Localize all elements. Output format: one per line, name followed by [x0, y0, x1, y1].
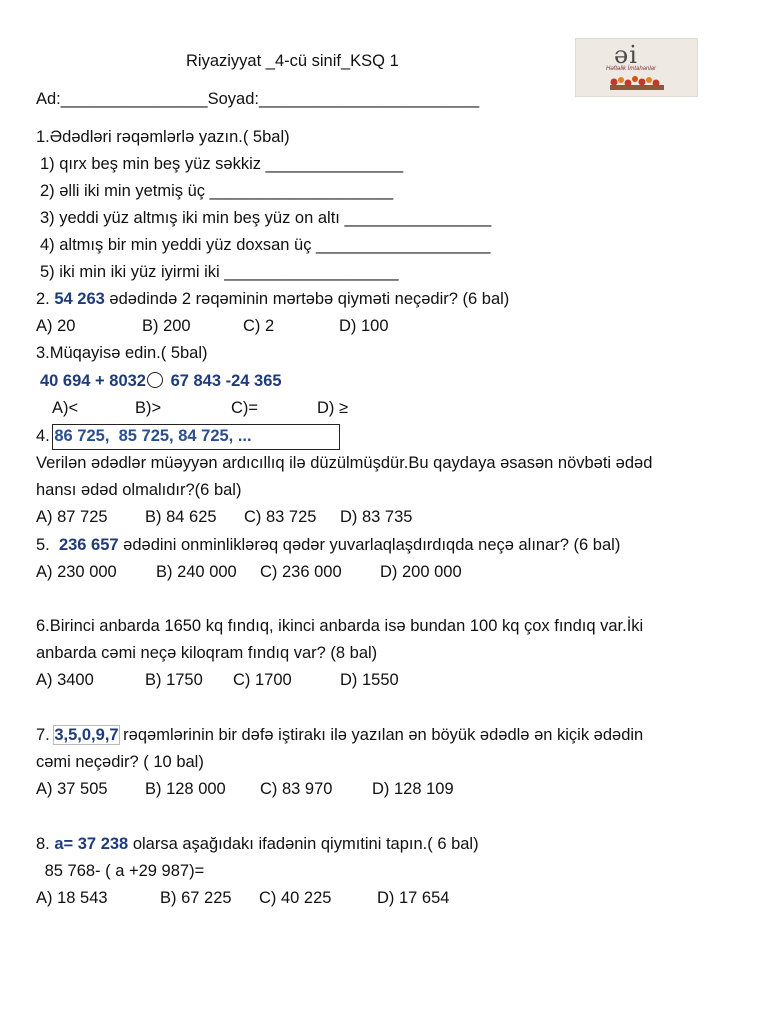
- q3-right-expr: 67 843 -24 365: [165, 372, 282, 390]
- q7-digits: 3,5,0,9,7: [54, 726, 119, 744]
- q4-option-a: A) 87 725: [36, 508, 108, 526]
- q2-option-b: B) 200: [142, 317, 191, 335]
- q8-question: 8. a= 37 238 olarsa aşağıdakı ifadənin qiymıtini tapın.( 6 bal): [36, 835, 479, 853]
- q4-option-c: C) 83 725: [244, 508, 317, 526]
- q1-item-1: 1) qırx beş min beş yüz səkkiz _______________: [40, 155, 404, 173]
- q7-option-b: B) 128 000: [145, 780, 226, 798]
- q2-option-a: A) 20: [36, 317, 76, 335]
- q3-option-d: D) ≥: [317, 399, 349, 417]
- q8-option-d: D) 17 654: [377, 889, 450, 907]
- q4-line-1: Verilən ədədlər müəyyən ardıcıllıq ilə düzülmüşdür.Bu qaydaya əsasən növbəti ədəd: [36, 454, 653, 472]
- q4-sequence: 86 725, 85 725, 84 725, ...: [54, 427, 252, 445]
- q1-item-4: 4) altmış bir min yeddi yüz doxsan üç ___________________: [40, 236, 491, 254]
- q8-option-c: C) 40 225: [259, 889, 332, 907]
- q7-question: 7. 3,5,0,9,7 rəqəmlərinin bir dəfə iştirakı ilə yazılan ən böyük ədədlə ən kiçik ədədin: [36, 726, 644, 744]
- q3-option-c: C)=: [231, 399, 259, 417]
- name-surname-line: Ad:________________Soyad:________________________: [36, 90, 480, 108]
- q6-option-a: A) 3400: [36, 671, 94, 689]
- q6-line-2: anbarda cəmi neçə kiloqram fındıq var? (8 bal): [36, 644, 378, 662]
- q7-option-a: A) 37 505: [36, 780, 108, 798]
- q6-option-b: B) 1750: [145, 671, 203, 689]
- q4-option-b: B) 84 625: [145, 508, 217, 526]
- q3-left-expr: 40 694 + 8032: [40, 372, 146, 390]
- q5-option-a: A) 230 000: [36, 563, 117, 581]
- q5-option-d: D) 200 000: [380, 563, 462, 581]
- page-title: Riyaziyyat _4-cü sinif_KSQ 1: [186, 52, 399, 70]
- q3-title: 3.Müqayisə edin.( 5bal): [36, 344, 208, 362]
- q3-option-a: A)<: [52, 399, 79, 417]
- logo-mark: əi: [614, 41, 638, 69]
- q2-question: 2. 54 263 ədədində 2 rəqəminin mərtəbə qiyməti neçədir? (6 bal): [36, 290, 510, 308]
- q7-line-2: cəmi neçədir? ( 10 bal): [36, 753, 204, 771]
- q4-line-2: hansı ədəd olmalıdır?(6 bal): [36, 481, 242, 499]
- q7-option-c: C) 83 970: [260, 780, 333, 798]
- q6-line-1: 6.Birinci anbarda 1650 kq fındıq, ikinci anbarda isə bundan 100 kq çox fındıq var.İki: [36, 617, 644, 635]
- q8-expression: 85 768- ( a +29 987)=: [40, 862, 205, 880]
- q8-option-b: B) 67 225: [160, 889, 232, 907]
- q1-item-3: 3) yeddi yüz altmış iki min beş yüz on altı ________________: [40, 209, 492, 227]
- q1-title: 1.Ədədləri rəqəmlərlə yazın.( 5bal): [36, 128, 290, 146]
- q2-number: 54 263: [54, 290, 105, 308]
- q5-number: 236 657: [58, 536, 119, 554]
- q2-option-c: C) 2: [243, 317, 275, 335]
- q6-option-d: D) 1550: [340, 671, 399, 689]
- q3-comparison: [40, 370, 282, 392]
- q5-option-c: C) 236 000: [260, 563, 342, 581]
- q6-option-c: C) 1700: [233, 671, 292, 689]
- flowers-icon: [604, 72, 670, 92]
- q5-option-b: B) 240 000: [156, 563, 237, 581]
- q1-item-2: 2) əlli iki min yetmiş üç ____________________: [40, 182, 394, 200]
- q4-header: 4. 86 725, 85 725, 84 725, ...: [36, 427, 252, 445]
- q8-option-a: A) 18 543: [36, 889, 108, 907]
- q5-question: 5. 236 657 ədədini onminliklərəq qədər yuvarlaqlaşdırdıqda neçə alınar? (6 bal): [36, 536, 621, 554]
- q2-option-d: D) 100: [339, 317, 389, 335]
- q1-item-5: 5) iki min iki yüz iyirmi iki ___________________: [40, 263, 399, 281]
- q3-option-b: B)>: [135, 399, 162, 417]
- q8-variable: a= 37 238: [54, 835, 129, 853]
- logo-tagline: Həftəlik İmtahanlar: [606, 66, 657, 72]
- q7-option-d: D) 128 109: [372, 780, 454, 798]
- comparison-circle-icon: [147, 372, 163, 388]
- logo: [575, 38, 698, 97]
- q4-option-d: D) 83 735: [340, 508, 413, 526]
